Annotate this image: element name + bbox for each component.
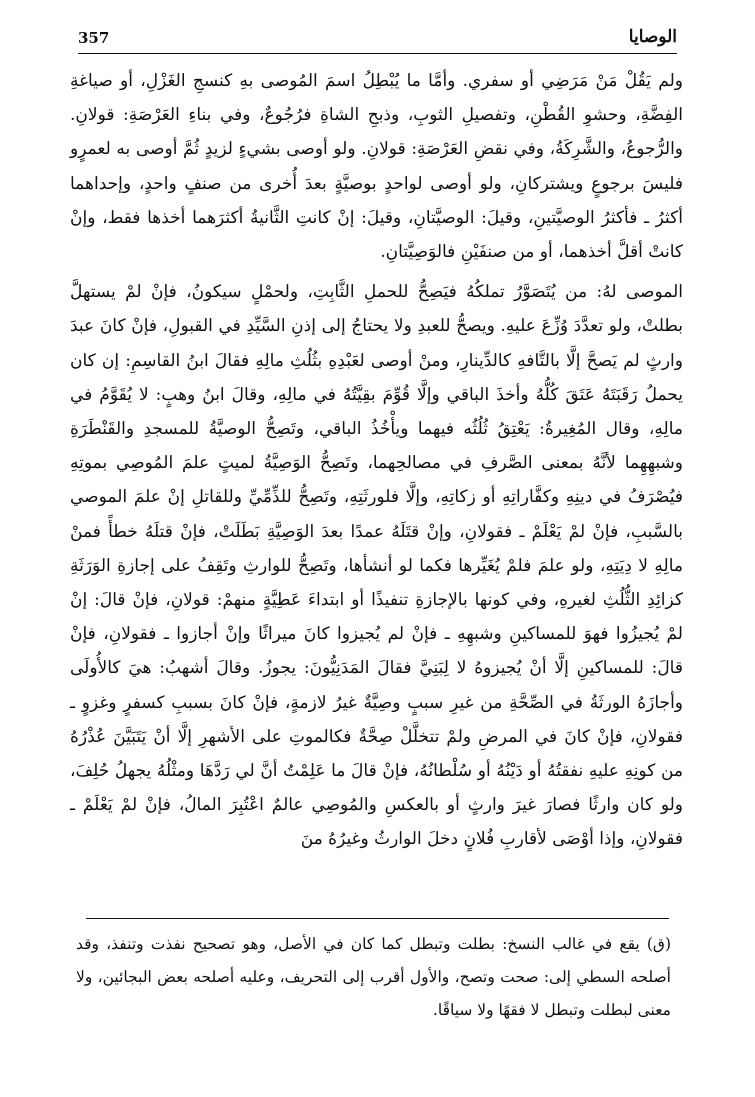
page-header <box>78 20 677 54</box>
footnote-divider <box>86 918 669 919</box>
main-text <box>70 64 683 857</box>
footnote-text: (ق) يقع في غالب النسخ: بطلت وتبطل كما كان في الأصل، وهو تصحيح نفذت وتنفذ، وقد أصلحه السطي إلى: صحت وتصح، والأول أقرب إلى التحريف، وعليه أصلحه بعض البجائين، ولا معنى لبطلت وتبطل لا فقهًا ولا سياقًا. <box>76 935 671 1019</box>
footnote <box>76 928 671 1027</box>
paragraph: الموصى لهُ: من يُتَصَوَّرُ تملكُهُ فيَصِحُّ للحملِ الثَّابِتِ، ولحمْلٍ سيكونُ، فإنْ لمْ يستهلَّ بطلتْ، ولو تعدَّدَ وُزِّعَ عليهِ. ويصحُّ للعبدِ ولا يحتاجُ إلى إذنِ السَّيِّدِ في القبولِ، فإنْ كانَ عبدَ وارثٍ لم يَصحَّ إلَّا بالتَّافهِ كالدِّينارِ، ومنْ أوصى لعَبْدِهِ بثُلُثِ مالِهِ فقالَ ابنُ القاسِمِ: إن كان يحملُ رَقَبَتَهُ عَتَقَ كُلُّهُ وأخذَ الباقي وإلَّا قُوِّمَ بقِيَّتُهُ في مالِهِ، وقالَ ابنُ وهبٍ: لا يُقَوَّمُ في مالِهِ، وقال المُغِيرةُ: يَعْتِقُ ثُلُثُه فيهما ويأْخُذُ الباقي، وتَصِحُّ الوصيَّةُ للمسجدِ والقَنْطَرَةِ وشبهِهِما لأنَّهُ بمعنى الصَّرفِ في مصالحِهما، وتَصِحُّ الوَصِيَّةُ لميتٍ علمَ المُوصِي بموتِهِ فيُصْرَفُ في دينِهِ وكفَّاراتِهِ أو زكاتِهِ، وإلَّا فلورثَتِهِ، وتَصِحُّ للذِّمِّيِّ وللقاتلِ إنْ علمَ الموصي بالسَّببِ، فإنْ لمْ يَعْلَمْ ـ فقولانِ، وإنْ قتَلَهُ عمدًا بعدَ الوَصِيَّةِ بَطَلَتْ، فإنْ قتلَهُ خطأً فمنْ مالِهِ لا دِيَتِهِ، ولو علمَ فلمْ يُغَيِّرها فكما لو أنشأها، وتَصِحُّ للوارثِ وتَقِفُ على إجازةِ الوَرَثَةِ كزائِدِ الثُّلُثِ لغيرهِ، وفي كونها بالإجازةِ تنفيذًا أو ابتداءَ عَطِيَّةٍ منهمْ: قولانِ، فإنْ قالَ: إنْ لمْ يُجيزُوا فهوَ للمساكينِ وشبهِهِ ـ فإنْ لم يُجيزوا كانَ ميراثًا وإنْ أجازوا ـ فقولانِ، فإنْ قالَ: للمساكينِ إلَّا أنْ يُجيزوهُ لا لِبَنِيَّ فقالَ المَدَنِيُّونَ: يجوزُ. وقالَ أشهبُ: هيَ كالأُولَى وأجازَهُ الورثَةُ في الصِّحَّةِ من غيرِ سببٍ وصِيَّةٌ غيرُ لازمةٍ، فإنْ كانَ بسببِ كسفرٍ وغزوٍ ـ فقولانِ، فإنْ كانَ في المرضِ ولمْ تتخلَّلْ صِحَّةٌ فكالموتِ على الأشهرِ إلَّا أنْ يَتَبَيَّنَ عُذْرُهُ من كونِهِ عليهِ نفقتُهُ أو دَيْنُهُ أو سُلْطانُهُ، فإنْ قالَ ما عَلِمْتُ أنَّ لي رَدَّهَا ومثْلُهُ يجهلُ حُلِفَ، ولو كان وارثًا فصارَ غيرَ وارثٍ أو بالعكسِ والمُوصِي عالمٌ اعْتُبِرَ المالُ، فإنْ لمْ يَعْلَمْ ـ فقولانِ، وإذا أوْصَى لأقاربِ فُلانٍ دخلَ الوارثُ وغيرُهُ منَ <box>70 282 683 850</box>
paragraph: ولم يَقُلْ مَنْ مَرَضِي أو سفري. وأمَّا ما يُبْطِلُ اسمَ المُوصى بهِ كنسجِ الغَزْلِ، أو صياغةِ الفِضَّةِ، وحشوِ القُطْنِ، وتفصيلِ الثوبِ، وذبحِ الشاةِ فرُجُوعٌ، وفي بناءِ العَرْصَةِ: قولانِ. والرُّجوعُ، والشَّرِكَةُ، وفي نقضِ العَرْصَةِ: قولانِ. ولو أوصى بشيءٍ لزيدٍ ثُمَّ أوصى به لعمرٍو فليسَ برجوعٍ ويشتركانِ، ولو أوصى لواحدٍ بوصيَّةٍ بعدَ أُخرى من صنفٍ واحدٍ، وإحداهما أكثرُ ـ فأكثرُ الوصيَّتينِ، وقيلَ: الوصيَّتانِ، وقيلَ: إنْ كانتِ الثَّانيةُ أكثرَهما أخذها فقط، وإنْ كانتْ أقلَّ أخذهما، أو من صنفَيْنِ فالوَصِيَّتانِ. <box>70 71 683 263</box>
running-title: الوصايا <box>628 27 677 47</box>
page-number: 357 <box>78 29 110 47</box>
